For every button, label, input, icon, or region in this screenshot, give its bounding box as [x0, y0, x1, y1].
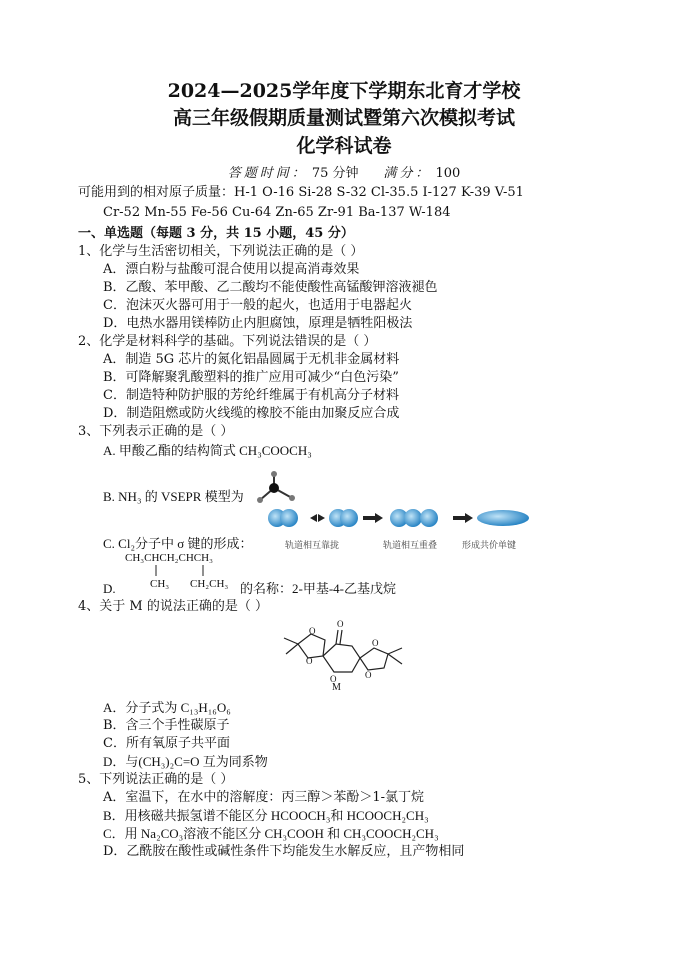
svg-text:O: O	[372, 638, 379, 648]
q5-option-b: B．用核磁共振氢谱不能区分 HCOOCH₃和 HCOOCH₂CH₃	[103, 808, 429, 823]
q2-option-b: B．可降解聚乳酸塑料的推广应用可减少“白色污染”	[103, 370, 399, 385]
q3-d-structure-bonds	[150, 565, 210, 577]
svg-text:O: O	[309, 626, 316, 636]
atomic-mass-line1: 可能用到的相对原子质量：H-1 O-16 Si-28 S-32 Cl-35.5 I-127 K-39 V-51	[78, 185, 524, 200]
molecule-m-structure	[278, 612, 418, 692]
q1-option-a: A．漂白粉与盐酸可混合使用以提高消毒效果	[103, 262, 360, 277]
svg-text:O: O	[306, 656, 313, 666]
q3-option-c: C. Cl₂分子中 σ 键的形成：	[103, 536, 253, 551]
q3-option-d-name: 的名称：2-甲基-4-乙基戊烷	[240, 581, 396, 596]
q1-option-d: D．电热水器用镁棒防止内胆腐蚀，原理是牺牲阳极法	[103, 316, 413, 331]
q2-option-d: D．制造阻燃或防火线缆的橡胶不能由加聚反应合成	[103, 406, 400, 421]
q3-d-branch-methyl: CH₃	[150, 578, 170, 590]
title-subject: 化学科试卷	[296, 135, 392, 157]
q4-option-b: B．含三个手性碳原子	[103, 718, 230, 733]
vsepr-model-icon	[252, 470, 298, 510]
q2-option-c: C．制造特种防护服的芳纶纤维属于有机高分子材料	[103, 388, 399, 403]
c-label-bond: 形成共价单键	[462, 541, 517, 551]
svg-text:O: O	[337, 619, 344, 629]
svg-text:O: O	[365, 670, 372, 680]
exam-time-label: 答题时间：	[227, 166, 308, 181]
q5-option-a: A．室温下，在水中的溶解度：丙三醇＞苯酚＞1-氯丁烷	[103, 790, 425, 805]
q2-stem: 2、化学是材料科学的基础。下列说法错误的是（ ）	[78, 334, 377, 349]
exam-time-value: 75 分钟	[311, 166, 359, 181]
q3-option-d-prefix: D.	[103, 581, 116, 596]
section-heading: 一、单选题（每题 3 分，共 15 小题，45 分）	[78, 226, 354, 241]
q3-d-structure-main: CH₃CHCH₂CHCH₃	[125, 552, 213, 564]
q3-option-b: B. NH₃ 的 VSEPR 模型为	[103, 489, 244, 504]
title-school: 2024—2025学年度下学期东北育才学校	[167, 80, 521, 102]
q3-d-branch-ethyl: CH₂CH₃	[190, 578, 229, 590]
exam-info	[0, 162, 688, 181]
atomic-mass-line2: Cr-52 Mn-55 Fe-56 Cu-64 Zn-65 Zr-91 Ba-137 W-184	[103, 205, 451, 220]
svg-text:O: O	[330, 674, 337, 684]
c-label-overlap: 轨道相互重叠	[383, 541, 438, 551]
q1-option-c: C．泡沫灭火器可用于一般的起火，也适用于电器起火	[103, 298, 412, 313]
q4-option-d: D．与(CH₃)₂C=O 互为同系物	[103, 754, 268, 769]
score-label: 满分：	[383, 166, 432, 181]
q4-stem: 4、关于 M 的说法正确的是（ ）	[78, 599, 268, 614]
q1-option-b: B．乙酸、苯甲酸、乙二酸均不能使酸性高锰酸钾溶液褪色	[103, 280, 438, 295]
q4-option-c: C．所有氧原子共平面	[103, 736, 230, 751]
q5-option-d: D．乙酰胺在酸性或碱性条件下均能发生水解反应，且产物相同	[103, 844, 465, 859]
q3-stem: 3、下列表示正确的是（ ）	[78, 424, 234, 439]
score-value: 100	[435, 166, 461, 181]
q5-stem: 5、下列说法正确的是（ ）	[78, 772, 234, 787]
c-label-approach: 轨道相互靠拢	[285, 541, 340, 551]
q5-option-c: C．用 Na₂CO₃溶液不能区分 CH₃COOH 和 CH₃COOCH₂CH₃	[103, 826, 439, 841]
sigma-bond-diagram	[265, 505, 540, 531]
q2-option-a: A．制造 5G 芯片的氮化铝晶圆属于无机非金属材料	[103, 352, 400, 367]
q1-stem: 1、化学与生活密切相关，下列说法正确的是（ ）	[78, 244, 364, 259]
q3-option-a: A. 甲酸乙酯的结构简式 CH₃COOCH₃	[103, 443, 312, 458]
title-exam: 高三年级假期质量测试暨第六次模拟考试	[172, 107, 515, 129]
q4-option-a: A．分子式为 C₁₃H₁₆O₆	[103, 700, 231, 715]
molecule-m-label: M	[332, 682, 341, 693]
